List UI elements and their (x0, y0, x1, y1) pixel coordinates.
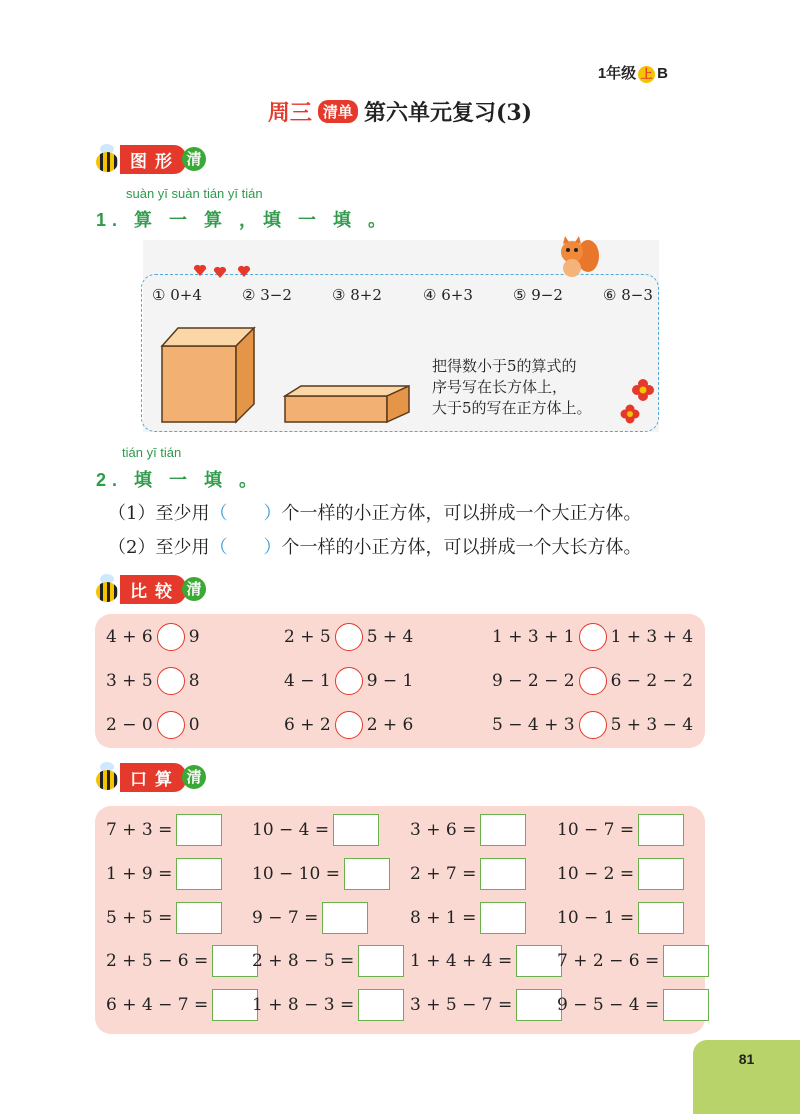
title-day: 周三 (267, 100, 312, 126)
calc-item (106, 902, 222, 934)
q1-pinyin: suàn yī suàn tián yī tián (126, 186, 263, 201)
answer-close-paren: ） (263, 503, 282, 524)
answer-box[interactable] (638, 814, 684, 846)
calc-expression: 6 + 4 − 7 = (106, 995, 209, 1015)
compare-answer-circle[interactable] (579, 667, 607, 695)
compare-left: 3 + 5 (106, 671, 153, 691)
expression-4: ④ 6+3 (423, 286, 473, 304)
compare-right: 2 + 6 (366, 715, 414, 735)
instruction-line: 序号写在长方体上， (432, 378, 568, 396)
item-prefix: （2）至少用 (108, 537, 210, 558)
hearts-decoration (192, 262, 256, 280)
expression-6: ⑥ 8−3 (603, 286, 653, 304)
calc-expression: 2 + 7 = (410, 864, 477, 884)
calc-expression: 2 + 8 − 5 = (252, 951, 355, 971)
page-number: 81 (693, 1040, 800, 1114)
answer-box[interactable] (663, 945, 709, 977)
item-prefix: （1）至少用 (108, 503, 210, 524)
compare-answer-circle[interactable] (157, 711, 185, 739)
compare-left: 4 − 1 (284, 671, 331, 691)
grade-suffix: B (657, 65, 668, 82)
expression-3: ③ 8+2 (332, 286, 382, 304)
calc-item (106, 989, 258, 1021)
calc-expression: 2 + 5 − 6 = (106, 951, 209, 971)
compare-right: 5 + 4 (366, 627, 414, 647)
calc-item (252, 945, 404, 977)
compare-left: 6 + 2 (284, 715, 331, 735)
calc-item (252, 858, 390, 890)
calc-expression: 7 + 2 − 6 = (557, 951, 660, 971)
calc-expression: 5 + 5 = (106, 908, 173, 928)
calc-item (557, 945, 709, 977)
expression-1: ① 0+4 (152, 286, 202, 304)
answer-box[interactable] (333, 814, 379, 846)
bee-icon (92, 762, 122, 792)
grade-label (598, 62, 668, 83)
page-title (0, 96, 800, 127)
compare-right: 9 − 1 (366, 671, 414, 691)
answer-box[interactable] (322, 902, 368, 934)
compare-answer-circle[interactable] (579, 711, 607, 739)
section-header-mental (92, 762, 206, 792)
section-header-compare (92, 574, 206, 604)
squirrel-icon (554, 236, 600, 280)
compare-right: 0 (188, 715, 200, 735)
calc-item (557, 902, 684, 934)
calc-item (557, 989, 709, 1021)
calc-item (410, 902, 526, 934)
calc-item (410, 814, 526, 846)
compare-item (284, 711, 413, 739)
calc-item (252, 814, 379, 846)
calc-expression: 9 − 7 = (252, 908, 319, 928)
section-badge: 清 (182, 147, 206, 171)
answer-box[interactable] (480, 814, 526, 846)
calc-expression: 7 + 3 = (106, 820, 173, 840)
compare-left: 2 + 5 (284, 627, 331, 647)
calc-expression: 8 + 1 = (410, 908, 477, 928)
answer-close-paren: ） (263, 537, 282, 558)
answer-box[interactable] (176, 858, 222, 890)
section-label: 比较 (120, 575, 186, 604)
expression-2: ② 3−2 (242, 286, 292, 304)
compare-right: 5 + 3 − 4 (610, 715, 694, 735)
answer-box[interactable] (480, 902, 526, 934)
calc-expression: 10 − 2 = (557, 864, 635, 884)
q1-expression-list (152, 286, 662, 306)
compare-right: 1 + 3 + 4 (610, 627, 694, 647)
item-rest: 个一样的小正方体，可以拼成一个大正方体。 (281, 503, 642, 524)
compare-right: 9 (188, 627, 200, 647)
compare-answer-circle[interactable] (335, 623, 363, 651)
expression-5: ⑤ 9−2 (513, 286, 563, 304)
grade-prefix: 1年级 (597, 65, 637, 82)
calc-expression: 10 − 7 = (557, 820, 635, 840)
grade-badge: 上 (638, 66, 655, 83)
answer-box[interactable] (358, 989, 404, 1021)
title-badge: 清单 (318, 100, 358, 123)
section-label: 口算 (120, 763, 186, 792)
compare-left: 2 − 0 (106, 715, 153, 735)
answer-box[interactable] (663, 989, 709, 1021)
instruction-line: 大于5的写在正方体上。 (432, 399, 592, 417)
answer-box[interactable] (176, 814, 222, 846)
calc-expression: 3 + 5 − 7 = (410, 995, 513, 1015)
calc-expression: 1 + 9 = (106, 864, 173, 884)
compare-item (284, 623, 413, 651)
bee-icon (92, 144, 122, 174)
calc-item (557, 814, 684, 846)
cuboid-shape[interactable] (283, 384, 413, 424)
section-header-shape (92, 144, 206, 174)
answer-box[interactable] (344, 858, 390, 890)
answer-box[interactable] (516, 989, 562, 1021)
compare-left: 1 + 3 + 1 (492, 627, 575, 647)
q1-heading: 1. 算 一 算 ，填 一 填 。 (96, 210, 393, 230)
compare-item (106, 667, 200, 695)
q2-item-2 (108, 533, 641, 559)
answer-box[interactable] (638, 858, 684, 890)
calc-expression: 1 + 4 + 4 = (410, 951, 513, 971)
q2-heading: 2. 填 一 填 。 (96, 470, 264, 490)
calc-expression: 10 − 4 = (252, 820, 330, 840)
compare-item (106, 623, 200, 651)
calc-item (252, 989, 404, 1021)
compare-left: 5 − 4 + 3 (492, 715, 575, 735)
calc-item (252, 902, 368, 934)
calc-expression: 10 − 1 = (557, 908, 635, 928)
calc-item (410, 989, 562, 1021)
answer-box[interactable] (480, 858, 526, 890)
cube-shape[interactable] (160, 326, 256, 424)
compare-left: 9 − 2 − 2 (492, 671, 575, 691)
compare-item (492, 623, 693, 651)
item-rest: 个一样的小正方体，可以拼成一个大长方体。 (281, 537, 642, 558)
title-text: 第六单元复习(3) (363, 100, 533, 126)
instruction-line: 把得数小于5的算式的 (432, 357, 577, 375)
compare-answer-circle[interactable] (335, 667, 363, 695)
bee-icon (92, 574, 122, 604)
calc-expression: 10 − 10 = (252, 864, 340, 884)
q1-instruction (432, 356, 592, 419)
compare-answer-circle[interactable] (335, 711, 363, 739)
calc-item (106, 814, 222, 846)
q2-pinyin: tián yī tián (122, 445, 182, 460)
calc-item (410, 858, 526, 890)
calc-item (106, 858, 222, 890)
compare-left: 4 + 6 (106, 627, 153, 647)
calc-item (557, 858, 684, 890)
answer-open-paren: （ (209, 537, 228, 558)
compare-answer-circle[interactable] (579, 623, 607, 651)
section-badge: 清 (182, 765, 206, 789)
calc-expression: 9 − 5 − 4 = (557, 995, 660, 1015)
calc-expression: 1 + 8 − 3 = (252, 995, 355, 1015)
answer-open-paren: （ (209, 503, 228, 524)
compare-item (284, 667, 413, 695)
compare-answer-circle[interactable] (157, 623, 185, 651)
answer-box[interactable] (516, 945, 562, 977)
compare-right: 6 − 2 − 2 (610, 671, 694, 691)
answer-box[interactable] (358, 945, 404, 977)
compare-answer-circle[interactable] (157, 667, 185, 695)
compare-item (492, 667, 693, 695)
calc-expression: 3 + 6 = (410, 820, 477, 840)
answer-box[interactable] (176, 902, 222, 934)
calc-item (410, 945, 562, 977)
section-badge: 清 (182, 577, 206, 601)
section-label: 图形 (120, 145, 186, 174)
calc-item (106, 945, 258, 977)
flower-icon (618, 378, 660, 428)
q2-item-1 (108, 499, 641, 525)
compare-right: 8 (188, 671, 200, 691)
compare-item (492, 711, 693, 739)
answer-box[interactable] (638, 902, 684, 934)
compare-item (106, 711, 200, 739)
